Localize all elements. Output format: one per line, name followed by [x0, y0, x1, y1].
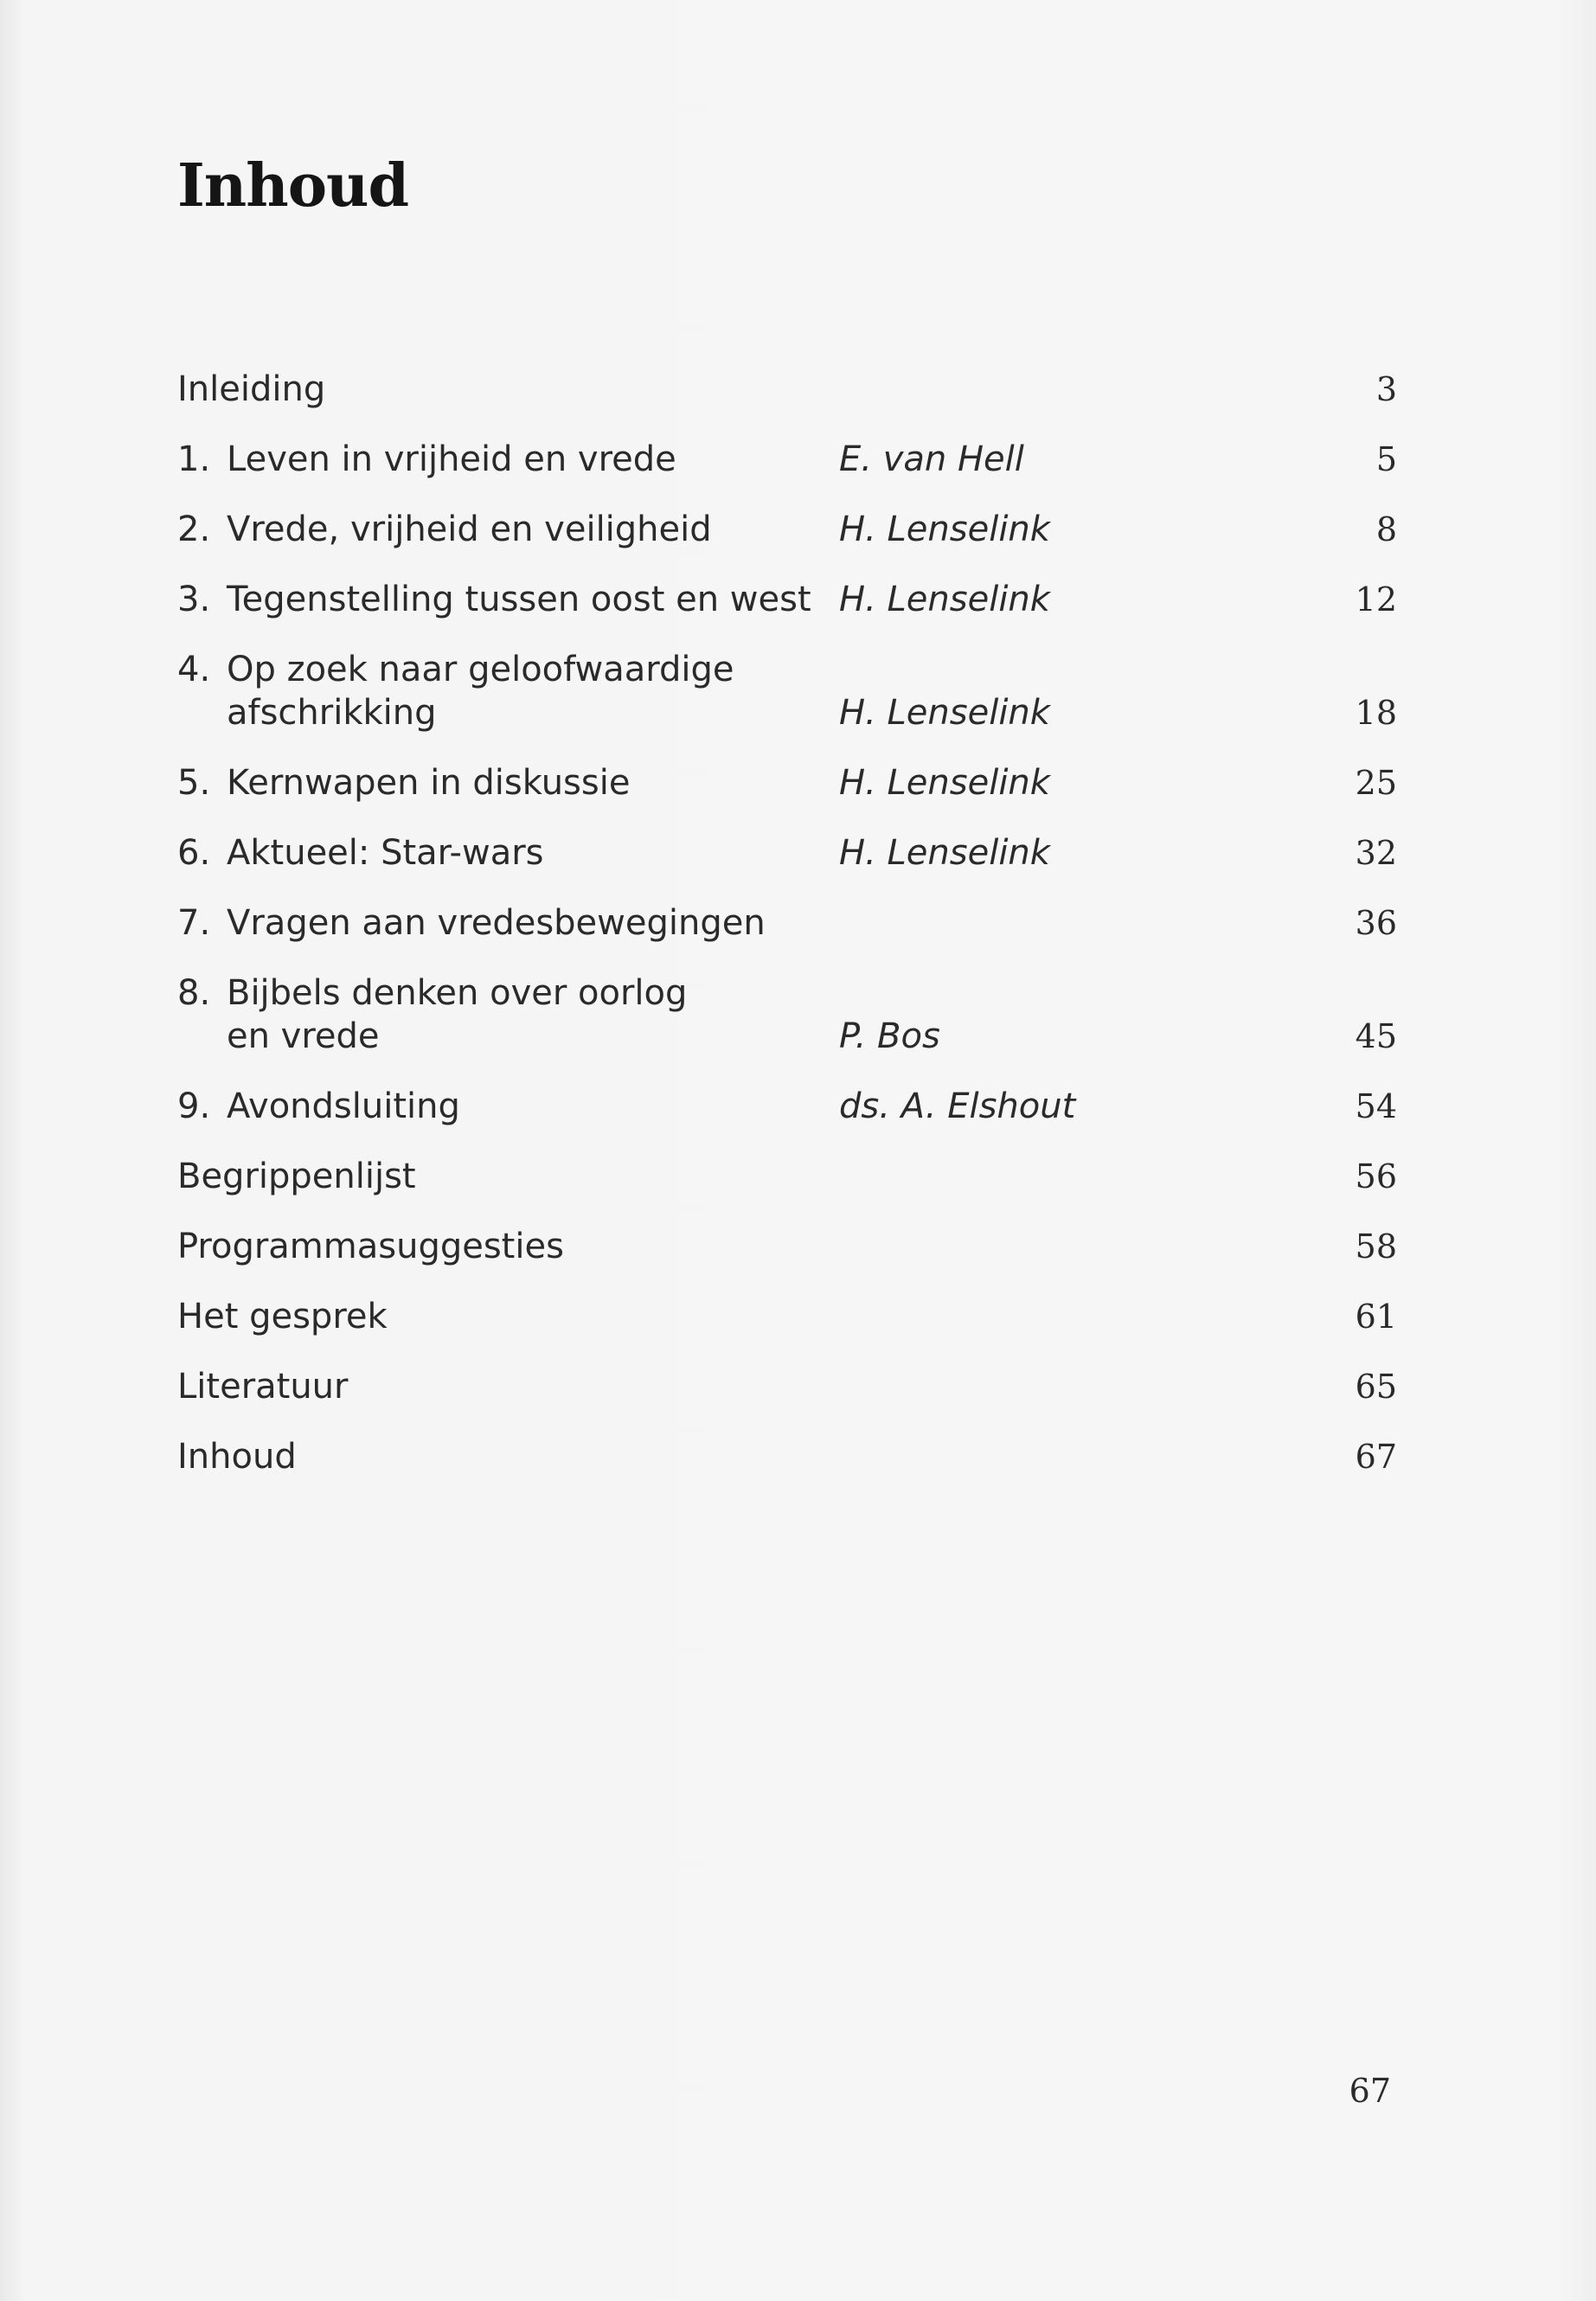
- toc-entry-number: 5.: [177, 763, 211, 803]
- toc-entry-title: [177, 1155, 1397, 1198]
- toc-entry-title: [177, 578, 1397, 621]
- toc-entry: [177, 508, 1397, 551]
- toc-entry-page: 56: [1355, 1157, 1397, 1195]
- toc-entry-author: H. Lenselink: [839, 763, 1050, 803]
- toc-entry: [177, 1435, 1397, 1478]
- toc-entry-number: 7.: [177, 903, 211, 943]
- toc-entry-title: [177, 1225, 1397, 1268]
- toc-entry-title-line: Inhoud: [177, 1437, 297, 1477]
- toc-entry-title: [177, 1365, 1397, 1408]
- toc-entry-title-line: Avondsluiting: [227, 1086, 460, 1126]
- toc-entry-title-line: Programmasuggesties: [177, 1227, 564, 1266]
- toc-entry-title: [177, 508, 1397, 551]
- toc-entry-page: 65: [1355, 1368, 1397, 1406]
- toc-entry-title-line: Leven in vrijheid en vrede: [227, 439, 676, 479]
- toc-entry-title-line: Aktueel: Star-wars: [227, 833, 544, 873]
- toc-entry-number: 6.: [177, 833, 211, 873]
- toc-entry-title: [177, 368, 1397, 411]
- toc-entry-title-line: Begrippenlijst: [177, 1157, 416, 1196]
- toc-entry-title-line: Vrede, vrijheid en veiligheid: [227, 510, 712, 549]
- toc-entry-title-line: Vragen aan vredesbewegingen: [227, 903, 766, 943]
- toc-entry-page: 58: [1355, 1227, 1397, 1266]
- toc-entry-page: 32: [1355, 834, 1397, 872]
- toc-entry-title-line: Literatuur: [177, 1367, 349, 1407]
- toc-entry-page: 12: [1355, 580, 1397, 619]
- toc-entry-author: E. van Hell: [839, 439, 1024, 479]
- toc-entry-title: [177, 761, 1397, 804]
- toc-entry-title-line: Op zoek naar geloofwaardige: [227, 650, 734, 689]
- toc-entry-title-line: Tegenstelling tussen oost en west: [227, 580, 811, 619]
- toc-entry-title-line: Inleiding: [177, 369, 326, 409]
- toc-entry-title-line: afschrikking: [227, 693, 437, 733]
- toc-entry: [177, 438, 1397, 481]
- toc-entry-page: 5: [1375, 440, 1397, 478]
- toc-entry: [177, 761, 1397, 804]
- toc-entry-page: 8: [1375, 510, 1397, 548]
- toc-entry-number: 2.: [177, 510, 211, 549]
- toc-entry-page: 3: [1375, 370, 1397, 408]
- toc-entry-page: 67: [1355, 1438, 1397, 1476]
- page-number: 67: [1349, 2072, 1391, 2110]
- toc-entry-author: H. Lenselink: [839, 833, 1050, 873]
- toc-entry-title: [177, 1085, 1397, 1128]
- toc-entry-page: 45: [1355, 1017, 1397, 1055]
- toc-entry: [177, 901, 1397, 945]
- toc-entry-title: [177, 971, 1397, 1058]
- toc-entry-page: 18: [1355, 694, 1397, 732]
- toc-entry-page: 54: [1355, 1087, 1397, 1125]
- toc-entry-author: ds. A. Elshout: [839, 1086, 1076, 1126]
- toc-entry-title: [177, 438, 1397, 481]
- toc-entry-title-line: Het gesprek: [177, 1297, 388, 1336]
- toc-entry: [177, 368, 1397, 411]
- toc-entry: [177, 578, 1397, 621]
- toc-entry-title-line: Bijbels denken over oorlog: [227, 973, 688, 1013]
- toc-entry: [177, 1295, 1397, 1338]
- table-of-contents: [177, 368, 1397, 1505]
- toc-entry-page: 25: [1355, 764, 1397, 802]
- toc-entry: [177, 831, 1397, 875]
- toc-entry-number: 3.: [177, 580, 211, 619]
- toc-entry: [177, 1365, 1397, 1408]
- toc-entry-title: [177, 648, 1397, 734]
- toc-entry-number: 8.: [177, 973, 211, 1013]
- toc-entry-title: [177, 1295, 1397, 1338]
- toc-entry-author: H. Lenselink: [839, 693, 1050, 733]
- toc-entry: [177, 648, 1397, 734]
- toc-entry: [177, 971, 1397, 1058]
- toc-entry-title: [177, 831, 1397, 875]
- toc-entry-title: [177, 1435, 1397, 1478]
- toc-entry-author: H. Lenselink: [839, 580, 1050, 619]
- toc-entry-number: 4.: [177, 650, 211, 689]
- toc-entry-author: H. Lenselink: [839, 510, 1050, 549]
- toc-entry-number: 9.: [177, 1086, 211, 1126]
- toc-entry-number: 1.: [177, 439, 211, 479]
- toc-entry: [177, 1085, 1397, 1128]
- toc-entry-title-line: Kernwapen in diskussie: [227, 763, 631, 803]
- page-title: Inhoud: [177, 151, 409, 221]
- toc-entry-page: 36: [1355, 904, 1397, 942]
- toc-entry-author: P. Bos: [839, 1016, 940, 1056]
- toc-entry: [177, 1225, 1397, 1268]
- toc-entry-page: 61: [1355, 1298, 1397, 1336]
- toc-entry-title: [177, 901, 1397, 945]
- toc-entry: [177, 1155, 1397, 1198]
- toc-entry-title-line: en vrede: [227, 1016, 380, 1056]
